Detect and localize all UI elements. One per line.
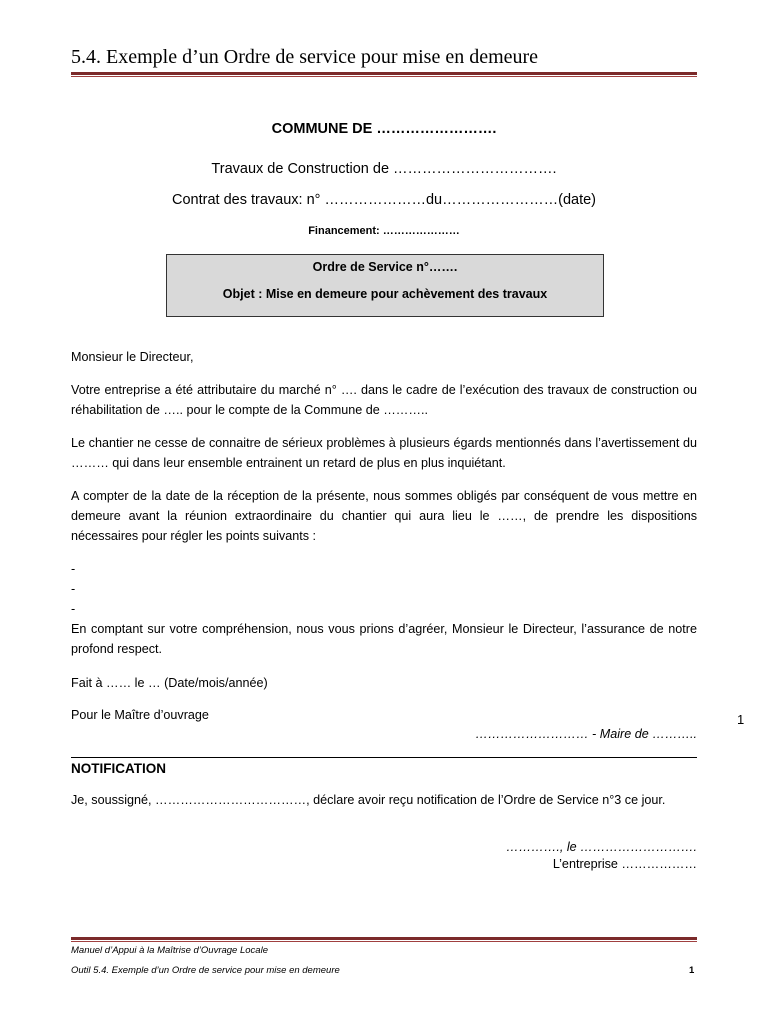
ordre-service-objet: Objet : Mise en demeure pour achèvement des travaux: [222, 287, 548, 301]
footer-manual: Manuel d’Appui à la Maîtrise d’Ouvrage Locale: [71, 945, 268, 956]
paragraph-3: A compter de la date de la réception de la présente, nous sommes obligés par conséquent de vous mettre en demeure avant la réunion extraordinaire du chantier qui aura lieu le ……, de prendre les dispositions nécessaires pour régler les points suivants :: [71, 489, 697, 543]
paragraph-1: Votre entreprise a été attributaire du marché n° …. dans le cadre de l’exécution des travaux de construction ou réhabilitation de ….. pour le compte de la Commune de ………..: [71, 383, 697, 417]
salutation: Monsieur le Directeur,: [71, 350, 194, 364]
notification-text: Je, soussigné, ………………………………, déclare avoir reçu notification de l’Ordre de Service n°3 ce jour.: [71, 793, 666, 807]
contrat-line: Contrat des travaux: n° …………………du……………………(date): [172, 192, 596, 208]
paragraph-4: En comptant sur votre compréhension, nous vous prions d’agréer, Monsieur le Directeur, l’assurance de notre profond respect.: [71, 622, 697, 656]
notification-title: NOTIFICATION: [71, 761, 166, 776]
header-rule-thick: [71, 72, 697, 75]
footer-page-number: 1: [689, 965, 695, 976]
financement-line: Financement: …………………: [308, 225, 460, 237]
paragraph-2: Le chantier ne cesse de connaitre de sérieux problèmes à plusieurs égards mentionnés dans l’avertissement du ……… qui dans leur ensemble entrainent un retard de plus en plus inquiétant.: [71, 436, 697, 470]
footer-tool: Outil 5.4. Exemple d’un Ordre de service pour mise en demeure: [71, 965, 340, 976]
travaux-line: Travaux de Construction de …………………………….: [211, 161, 557, 177]
header-rule-thin: [71, 76, 697, 77]
footer-rule-thick: [71, 937, 697, 940]
list-dash-3: -: [71, 602, 76, 616]
notification-divider: [71, 757, 697, 758]
page-title: 5.4. Exemple d’un Ordre de service pour mise en demeure: [71, 46, 539, 68]
ordre-service-box: [166, 254, 604, 317]
side-page-number: 1: [737, 712, 745, 727]
signature-line: ……………………… - Maire de ………..: [475, 727, 697, 741]
commune-heading: COMMUNE DE …………………….: [271, 121, 497, 137]
list-dash-1: -: [71, 562, 76, 576]
list-dash-2: -: [71, 582, 76, 596]
pour-line: Pour le Maître d’ouvrage: [71, 708, 209, 722]
notification-entreprise: L’entreprise ………………: [552, 857, 697, 871]
footer-rule-thin: [71, 941, 697, 942]
notification-date-line: …………., le ……………………….: [505, 840, 697, 854]
fait-line: Fait à …… le … (Date/mois/année): [71, 676, 268, 690]
ordre-service-number: Ordre de Service n°…….: [312, 260, 458, 274]
